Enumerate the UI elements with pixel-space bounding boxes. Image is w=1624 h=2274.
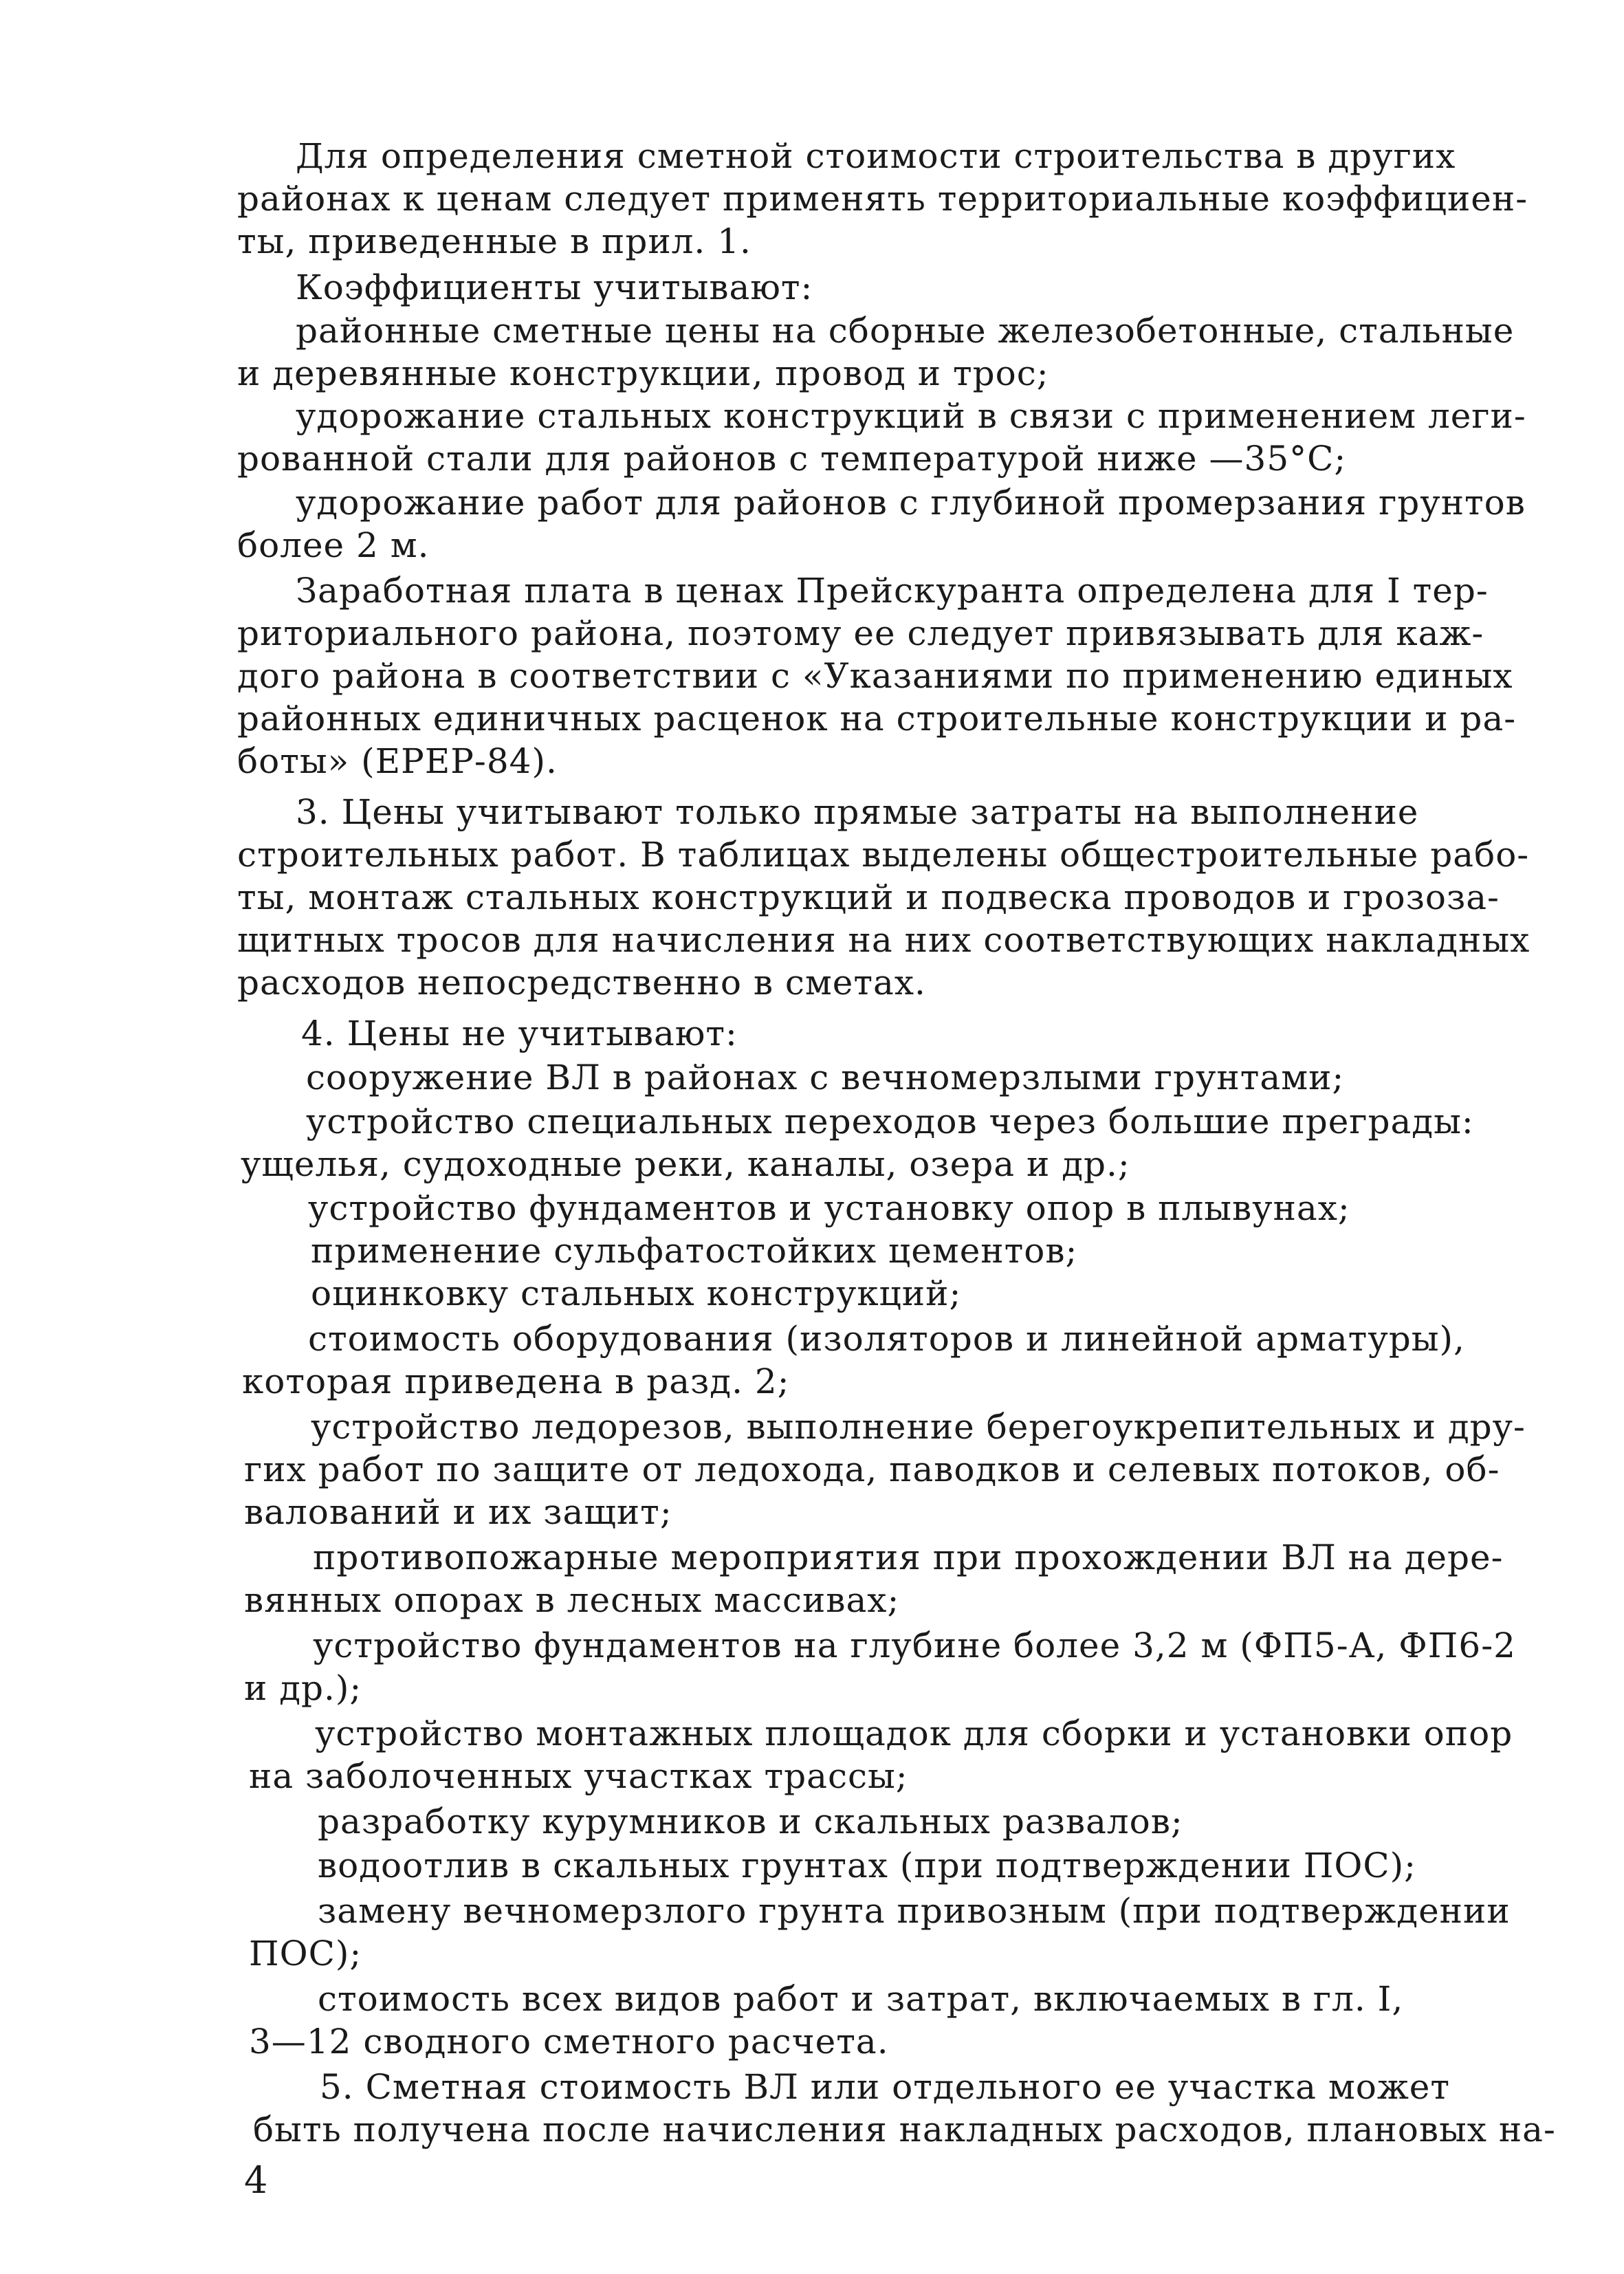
text-line: гих работ по защите от ледохода, паводков и селевых потоков, об- (244, 1450, 1500, 1489)
text-line: быть получена после начисления накладных расходов, плановых на- (253, 2110, 1556, 2150)
text-line: стоимость всех видов работ и затрат, включаемых в гл. I, (318, 1979, 1404, 2019)
text-line: вянных опорах в лесных массивах; (244, 1580, 900, 1620)
text-line: устройство специальных переходов через большие преграды: (306, 1102, 1474, 1141)
text-line: оцинковку стальных конструкций; (311, 1273, 962, 1313)
text-line: более 2 м. (237, 525, 430, 565)
text-line: щитных тросов для начисления на них соответствующих накладных (237, 920, 1530, 960)
text-line: Коэффициенты учитывают: (296, 267, 813, 307)
text-line: устройство монтажных площадок для сборки и установки опор (315, 1714, 1513, 1753)
text-line: ущелья, судоходные реки, каналы, озера и др.; (241, 1144, 1130, 1184)
text-line: боты» (ЕРЕР-84). (237, 741, 558, 781)
text-line: устройство фундаментов и установку опор в плывунах; (308, 1188, 1350, 1228)
text-line: стоимость оборудования (изоляторов и линейной арматуры), (308, 1319, 1465, 1359)
text-line: ты, приведенные в прил. 1. (237, 221, 751, 261)
text-line: риториального района, поэтому ее следует привязывать для каж- (237, 613, 1484, 653)
text-line: ПОС); (249, 1934, 362, 1974)
text-line: районные сметные цены на сборные железобетонные, стальные (296, 311, 1515, 351)
text-line: 5. Сметная стоимость ВЛ или отдельного ее участка может (320, 2067, 1451, 2107)
text-line: рованной стали для районов с температурой ниже —35°С; (237, 439, 1347, 479)
text-line: 3. Цены учитывают только прямые затраты на выполнение (296, 792, 1419, 832)
text-line: и деревянные конструкции, провод и трос; (237, 353, 1049, 393)
text-line: устройство фундаментов на глубине более 3,2 м (ФП5-А, ФП6-2 (313, 1626, 1516, 1665)
text-line: которая приведена в разд. 2; (242, 1362, 790, 1401)
text-line: устройство ледорезов, выполнение берегоукрепительных и дру- (311, 1407, 1526, 1447)
text-line: 4. Цены не учитывают: (301, 1014, 738, 1053)
text-line: удорожание работ для районов с глубиной промерзания грунтов (296, 483, 1526, 523)
text-line: районах к ценам следует применять территориальные коэффициен- (237, 179, 1528, 219)
text-line: водоотлив в скальных грунтах (при подтверждении ПОС); (318, 1846, 1416, 1885)
text-line: 3—12 сводного сметного расчета. (249, 2022, 889, 2062)
text-line: на заболоченных участках трассы; (249, 1756, 908, 1796)
text-line: сооружение ВЛ в районах с вечномерзлыми грунтами; (306, 1058, 1345, 1097)
text-line: Для определения сметной стоимости строительства в других (296, 136, 1456, 176)
text-line: и др.); (244, 1668, 362, 1708)
text-line: дого района в соответствии с «Указаниями по применению единых (237, 656, 1513, 696)
text-line: ты, монтаж стальных конструкций и подвеска проводов и грозоза- (237, 877, 1500, 917)
text-line: применение сульфатостойких цементов; (311, 1231, 1078, 1271)
text-line: валований и их защит; (244, 1492, 672, 1532)
text-line: Заработная плата в ценах Прейскуранта определена для I тер- (296, 571, 1489, 611)
text-line: расходов непосредственно в сметах. (237, 963, 926, 1003)
text-line: удорожание стальных конструкций в связи с применением леги- (296, 396, 1526, 436)
text-line: замену вечномерзлого грунта привозным (при подтверждении (318, 1891, 1511, 1931)
text-line: районных единичных расценок на строительные конструкции и ра- (237, 699, 1517, 739)
text-line: противопожарные мероприятия при прохождении ВЛ на дере- (313, 1538, 1504, 1577)
text-line: строительных работ. В таблицах выделены общестроительные рабо- (237, 835, 1530, 875)
text-line: разработку курумников и скальных развалов; (318, 1802, 1183, 1841)
page-number: 4 (244, 2158, 268, 2202)
